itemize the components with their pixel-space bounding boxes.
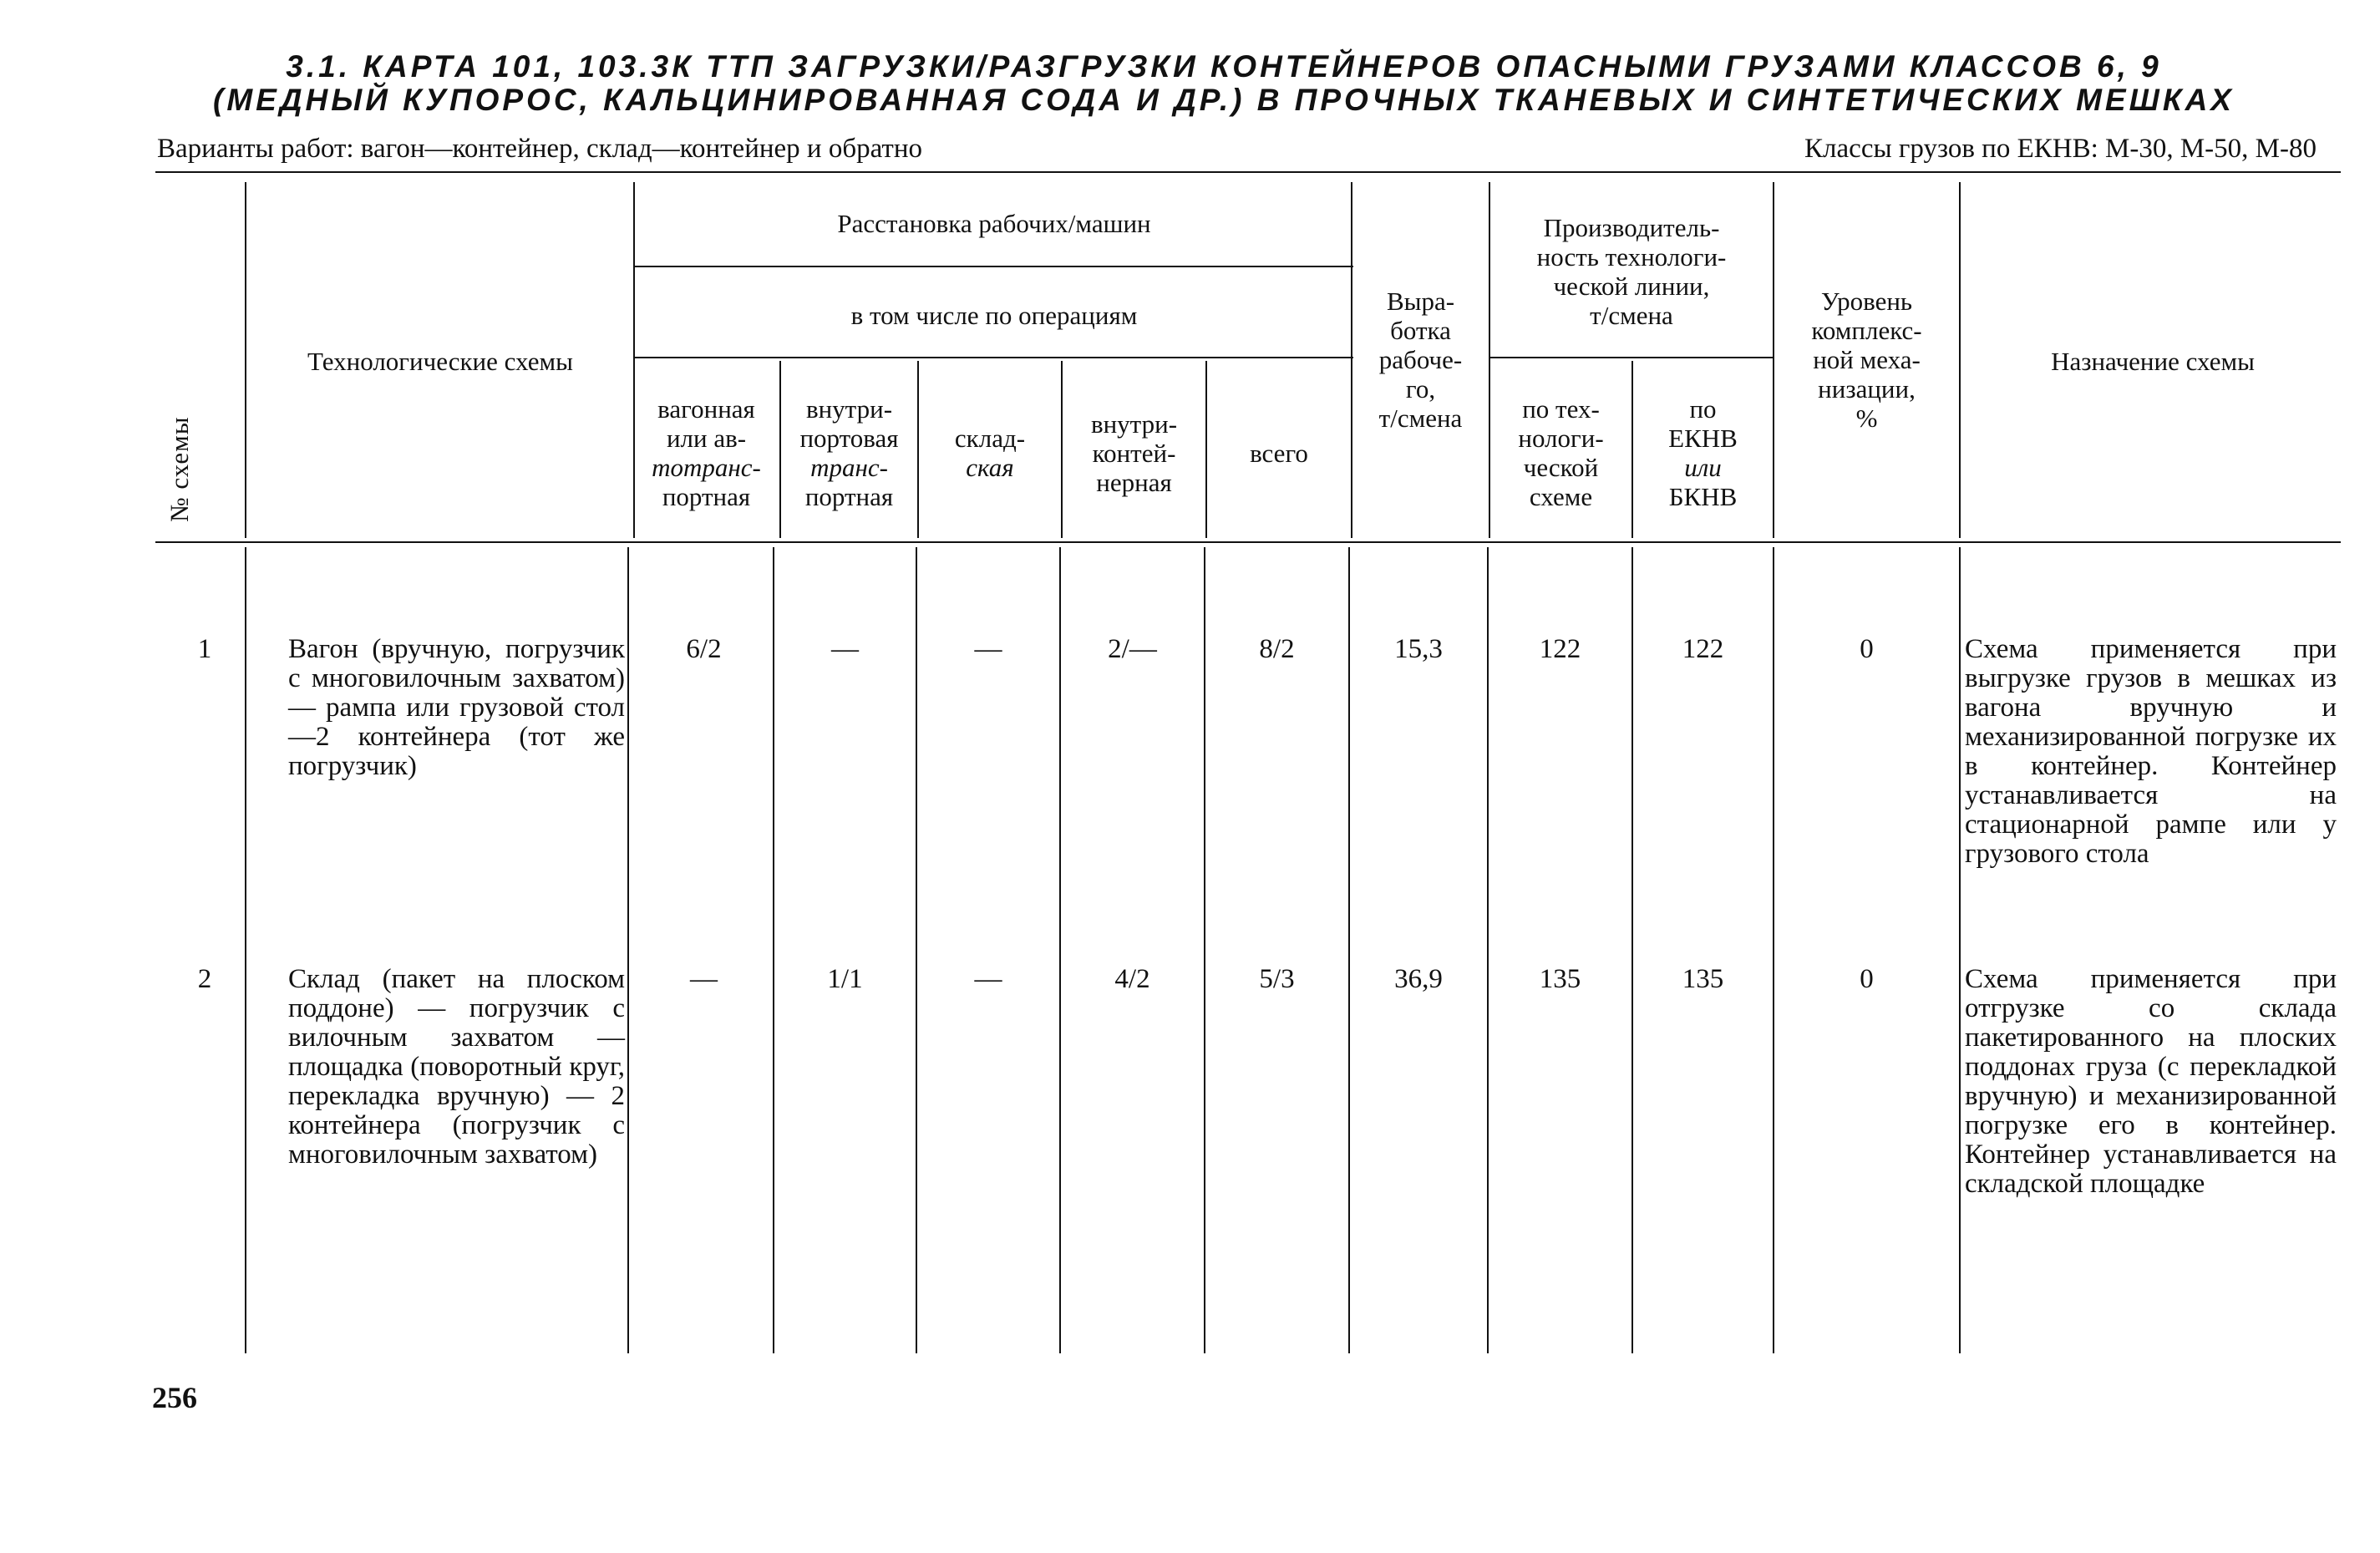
header-warehouse: склад- ская [954,424,1026,482]
header-col-line [245,182,246,538]
cargo-classes: Классы грузов по ЕКНВ: М-30, М-50, М-80 [1804,134,2317,164]
header-placement: Расстановка рабочих/машин [837,208,1151,238]
row1-purpose: Схема применяется при выгрузке грузов в мешках из вагона вручную и механизированной погрузке их в контейнер. Контейнер устанавливается на стационарной рампе или у грузового стола [1965,634,2337,869]
body-col-line [1773,547,1774,1353]
body-col-line [1959,547,1961,1353]
row2-scheme: Склад (пакет на плоском поддоне) — погрузчик с вилочным захватом — площадка (поворотный круг, перекладка вручную) — 2 контейнера (погрузчик с многовилочным захватом) [288,964,625,1170]
table-top-rule [155,171,2341,173]
work-variants: Варианты работ: вагон—контейнер, склад—контейнер и обратно [157,134,922,164]
row1-output: 15,3 [1394,634,1443,664]
header-tech-schemes: Технологические схемы [307,346,573,376]
row1-intraport: — [831,634,859,664]
body-col-line [627,547,629,1353]
body-col-line [1059,547,1061,1353]
body-col-line [916,547,917,1353]
page-number: 256 [152,1381,197,1414]
header-intracontainer: внутри- контей- нерная [1090,409,1178,497]
row2-no: 2 [197,964,212,994]
row2-output: 36,9 [1394,964,1443,994]
row1-no: 1 [197,634,212,664]
body-col-line [1631,547,1633,1353]
body-col-line [1204,547,1205,1353]
row2-intracontainer: 4/2 [1114,964,1150,994]
header-wagon: вагонная или ав- тотранс- портная [652,394,761,511]
row1-prod-eknv: 122 [1682,634,1724,664]
body-col-line [773,547,774,1353]
header-productivity: Производитель- ность технологи- ческой линии, т/смена [1536,213,1727,330]
row1-scheme: Вагон (вручную, погрузчик с многовилочным захватом) — рампа или грузовой стол—2 контейнера (тот же погрузчик) [288,634,625,781]
title-line-1: 3.1. КАРТА 101, 103.3К ТТП ЗАГРУЗКИ/РАЗГРУЗКИ КОНТЕЙНЕРОВ ОПАСНЫМИ ГРУЗАМИ КЛАССОВ 6, 9 [286,49,2162,84]
row1-total: 8/2 [1259,634,1295,664]
header-purpose: Назначение схемы [2051,346,2255,376]
header-mechanization: Уровень комплекс- ной меха- низации, % [1811,286,1922,433]
header-prod-by-eknv: по ЕКНВ или БКНВ [1668,394,1738,511]
header-prod-by-tech: по тех- нологи- ческой схеме [1518,394,1604,511]
row2-intraport: 1/1 [827,964,863,994]
row2-mechanization: 0 [1860,964,1874,994]
productivity-subrule [1489,357,1773,358]
body-col-line [1348,547,1350,1353]
row2-total: 5/3 [1259,964,1295,994]
operations-subrule [635,357,1353,358]
header-scheme-no: № схемы [165,416,194,522]
row1-mechanization: 0 [1860,634,1874,664]
header-intraport: внутри- портовая транс- портная [799,394,899,511]
row2-warehouse: — [974,964,1002,994]
header-bottom-rule [155,541,2341,543]
placement-subrule [635,266,1353,267]
row1-prod-tech: 122 [1539,634,1581,664]
body-col-line [245,547,246,1353]
title-line-2: (МЕДНЫЙ КУПОРОС, КАЛЬЦИНИРОВАННАЯ СОДА И ДР.) В ПРОЧНЫХ ТКАНЕВЫХ И СИНТЕТИЧЕСКИХ МЕШКАХ [213,83,2235,117]
row2-purpose: Схема применяется при отгрузке со склада пакетированного на плоских поддонах груза (с перекладкой вручную) и механизированной погрузке его в контейнер. Контейнер устанавливается на складской площадке [1965,964,2337,1199]
row1-warehouse: — [974,634,1002,664]
header-by-operations: в том числе по операциям [850,300,1138,330]
row2-wagon: — [690,964,718,994]
header-total: всего [1250,438,1308,468]
header-output: Выра- ботка рабоче- го, т/смена [1378,286,1463,433]
row2-prod-tech: 135 [1539,964,1581,994]
row2-prod-eknv: 135 [1682,964,1724,994]
row1-intracontainer: 2/— [1108,634,1157,664]
body-col-line [1487,547,1489,1353]
row1-wagon: 6/2 [686,634,722,664]
